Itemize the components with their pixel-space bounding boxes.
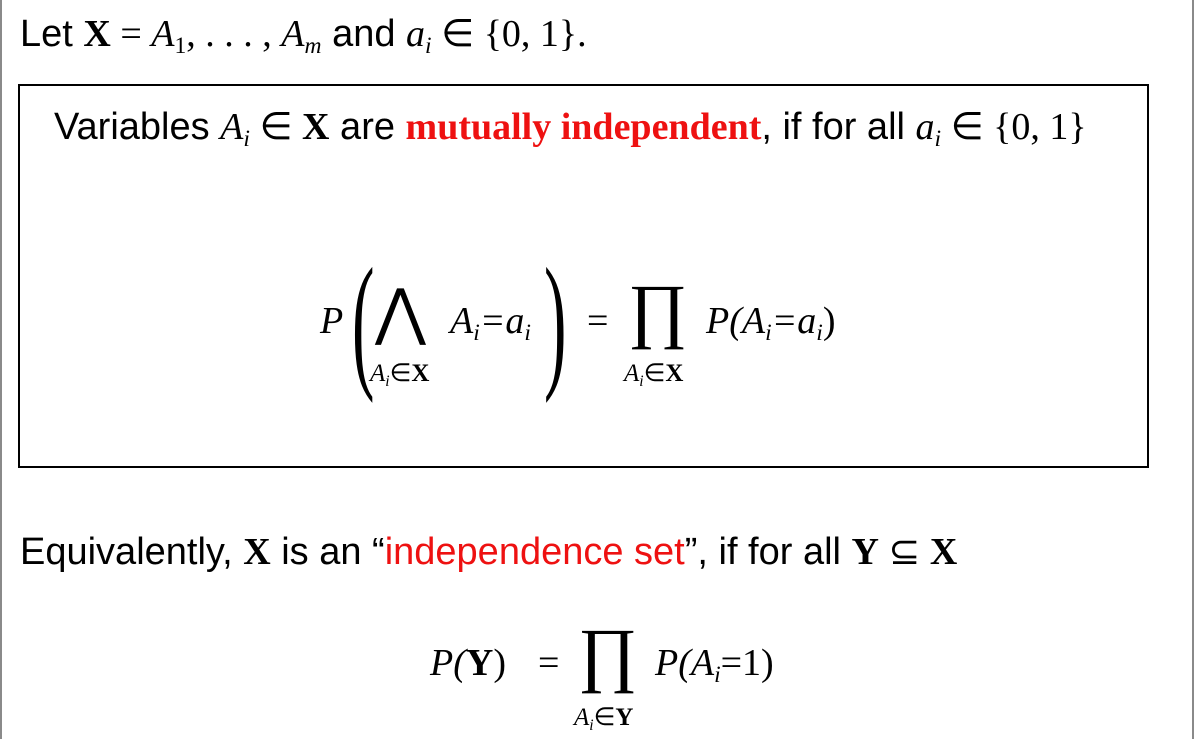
big-right-paren: ): [544, 238, 567, 404]
left-edge: [0, 0, 2, 739]
product-limit: Ai∈X: [624, 360, 684, 390]
definition-text: Variables Ai ∈ X are mutually independent, if for all ai ∈ {0, 1}: [54, 106, 1087, 153]
product-limit-y: Ai∈Y: [574, 704, 634, 734]
independence-set-highlight: independence set: [384, 531, 685, 573]
product-operator: ∏: [578, 614, 638, 694]
equivalence-line: Equivalently, X is an “independence set”, if for all Y ⊆ X: [20, 531, 958, 573]
definition-box: Variables Ai ∈ X are mutually independent, if for all ai ∈ {0, 1} P ( ⋀ Ai=ai ) = ∏ P(Ai=ai) Ai∈X Ai∈X: [18, 84, 1149, 468]
mutually-independent-highlight: mutually independent: [405, 106, 762, 148]
big-left-paren: (: [352, 238, 375, 404]
wedge-limit: Ai∈X: [370, 360, 430, 390]
intro-line: Let X = A1, . . . , Am and ai ∈ {0, 1}.: [20, 13, 587, 60]
big-product-operator: ∏: [628, 270, 688, 350]
big-wedge-operator: ⋀: [375, 279, 426, 347]
